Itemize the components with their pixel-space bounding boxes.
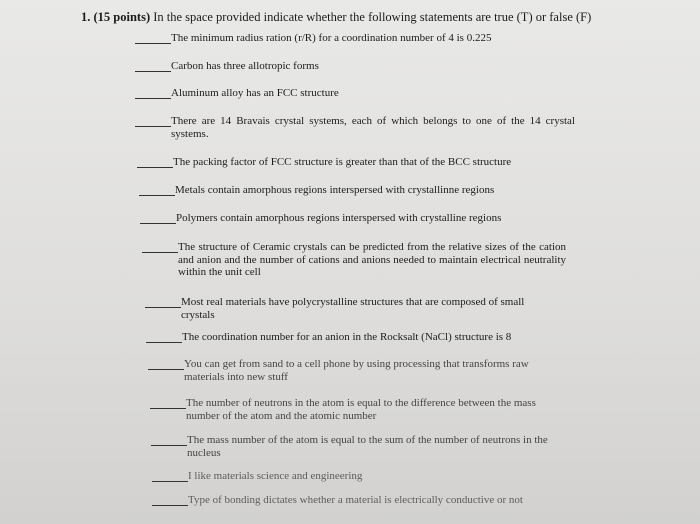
statement-text: I like materials science and engineering (188, 470, 363, 482)
statement-text: The structure of Ceramic crystals can be predicted from the relative sizes of the cation and anion and the number of cations and anions needed to maintain electrical neutrality within the unit cell (178, 241, 566, 278)
answer-blank[interactable] (140, 223, 176, 224)
statement-text: Aluminum alloy has an FCC structure (171, 87, 339, 99)
statement-text: Metals contain amorphous regions interspersed with crystallinne regions (175, 184, 495, 196)
question-points: (15 points) (93, 10, 151, 24)
statement-text: The minimum radius ration (r/R) for a coordination number of 4 is 0.225 (171, 32, 492, 44)
answer-blank[interactable] (152, 481, 188, 482)
answer-blank[interactable] (146, 342, 182, 343)
answer-blank[interactable] (148, 369, 184, 370)
answer-blank[interactable] (135, 43, 171, 44)
statement-text: The packing factor of FCC structure is greater than that of the BCC structure (173, 156, 512, 168)
question-header (81, 10, 591, 25)
statement-text: Carbon has three allotropic forms (171, 60, 319, 72)
answer-blank[interactable] (145, 307, 181, 308)
answer-blank[interactable] (150, 408, 186, 409)
answer-blank[interactable] (139, 195, 175, 196)
answer-blank[interactable] (135, 98, 171, 99)
statement-text: The mass number of the atom is equal to the sum of the number of neutrons in the nucleus (187, 434, 548, 459)
answer-blank[interactable] (142, 252, 178, 253)
answer-blank[interactable] (152, 505, 188, 506)
statement-text: Type of bonding dictates whether a material is electrically conductive or not (188, 494, 523, 506)
question-number: 1. (81, 10, 91, 24)
answer-blank[interactable] (151, 445, 187, 446)
statement-text: You can get from sand to a cell phone by using processing that transforms raw materials into new stuff (184, 358, 529, 383)
statement-text: Polymers contain amorphous regions interspersed with crystalline regions (176, 212, 502, 224)
statement-text: The number of neutrons in the atom is equal to the difference between the mass number of the atom and the atomic number (186, 397, 536, 422)
statement-text: The coordination number for an anion in the Rocksalt (NaCl) structure is 8 (182, 331, 512, 343)
answer-blank[interactable] (135, 126, 171, 127)
statement-text: There are 14 Bravais crystal systems, each of which belongs to one of the 14 crystal systems. (171, 115, 575, 140)
answer-blank[interactable] (135, 71, 171, 72)
answer-blank[interactable] (137, 167, 173, 168)
statement-text: Most real materials have polycrystalline structures that are composed of small crystals (181, 296, 525, 321)
question-instruction: In the space provided indicate whether the following statements are true (T) or false (F) (153, 10, 592, 24)
